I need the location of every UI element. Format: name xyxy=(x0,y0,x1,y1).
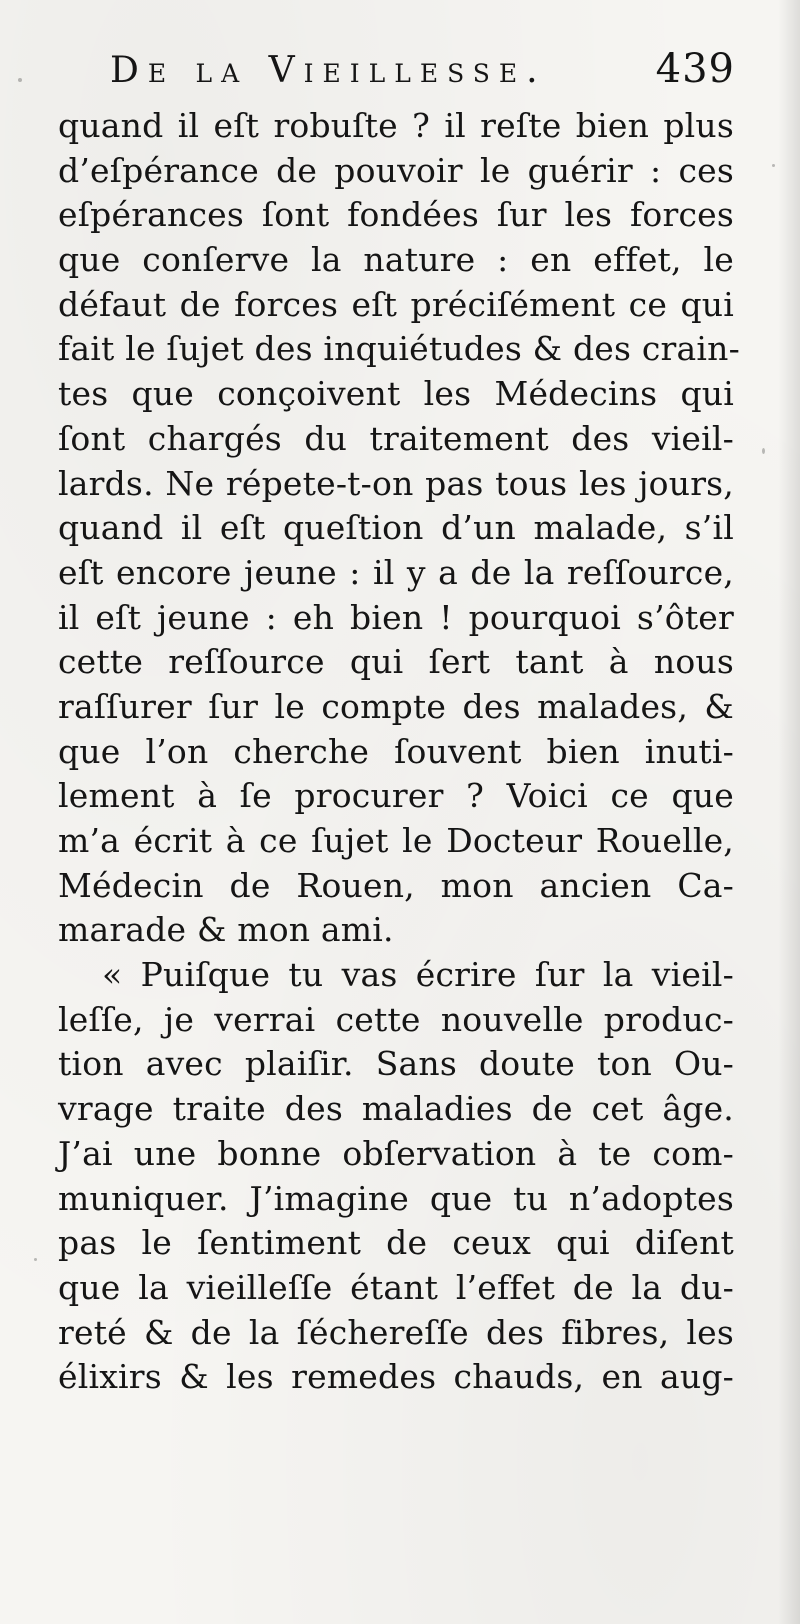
text-line: pas le ſentiment de ceux qui diſent xyxy=(58,1223,734,1263)
text-line: raſſurer ſur le compte des malades, & xyxy=(58,686,734,726)
running-title: De la Vieillesse. xyxy=(110,50,547,91)
text-line: Médecin de Rouen, mon ancien Ca- xyxy=(58,865,734,905)
text-line: élixirs & les remedes chauds, en aug- xyxy=(58,1357,734,1397)
text-line: lement à ſe procurer ? Voici ce que xyxy=(58,776,734,816)
text-line: que la vieilleſſe étant l’effet de la du- xyxy=(58,1267,734,1307)
text-line: m’a écrit à ce ſujet le Docteur Rouelle, xyxy=(58,821,734,860)
running-header xyxy=(110,46,735,102)
text-line: défaut de forces eſt préciſément ce qui xyxy=(58,284,734,324)
paper-speck xyxy=(34,1258,37,1261)
text-line: quand il eſt queſtion d’un malade, s’il xyxy=(58,508,734,548)
body-text xyxy=(58,104,740,1400)
text-line: tes que conçoivent les Médecins qui xyxy=(58,374,734,414)
page-number: 439 xyxy=(655,46,735,92)
text-line: muniquer. J’imagine que tu n’adoptes xyxy=(58,1178,734,1218)
paper-speck xyxy=(18,78,22,82)
text-line: tion avec plaiſir. Sans doute ton Ou- xyxy=(58,1044,734,1084)
text-line: vrage traite des maladies de cet âge. xyxy=(58,1089,734,1129)
text-line: ſont chargés du traitement des vieil- xyxy=(58,418,734,458)
text-line: quand il eſt robuſte ? il reſte bien plus xyxy=(58,106,734,145)
text-line: cette reſſource qui ſert tant à nous xyxy=(58,642,734,682)
text-line: d’eſpérance de pouvoir le guérir : ces xyxy=(58,150,734,190)
text-line: que conſerve la nature : en effet, le xyxy=(58,240,734,280)
text-line: eſt encore jeune : il y a de la reſſource, xyxy=(58,552,734,592)
text-line: lards. Ne répete-t-on pas tous les jours, xyxy=(58,463,734,503)
paper-speck xyxy=(762,448,765,454)
text-line: reté & de la ſéchereſſe des fibres, les xyxy=(58,1312,734,1352)
text-line: leſſe, je verrai cette nouvelle produc- xyxy=(58,999,734,1039)
text-line: fait le ſujet des inquiétudes & des crain- xyxy=(58,329,740,369)
text-line: que l’on cherche ſouvent bien inuti- xyxy=(58,731,734,771)
text-line: eſpérances ſont fondées ſur les forces xyxy=(58,195,734,235)
quote-opening-line: « Puiſque tu vas écrire ſur la vieil- xyxy=(102,955,734,995)
paragraph-end-line: marade & mon ami. xyxy=(58,910,394,950)
text-line: J’ai une bonne obſervation à te com- xyxy=(58,1133,734,1173)
paper-speck xyxy=(772,164,775,167)
text-line: il eſt jeune : eh bien ! pourquoi s’ôter xyxy=(58,597,734,637)
page-edge-shadow xyxy=(778,0,800,1624)
